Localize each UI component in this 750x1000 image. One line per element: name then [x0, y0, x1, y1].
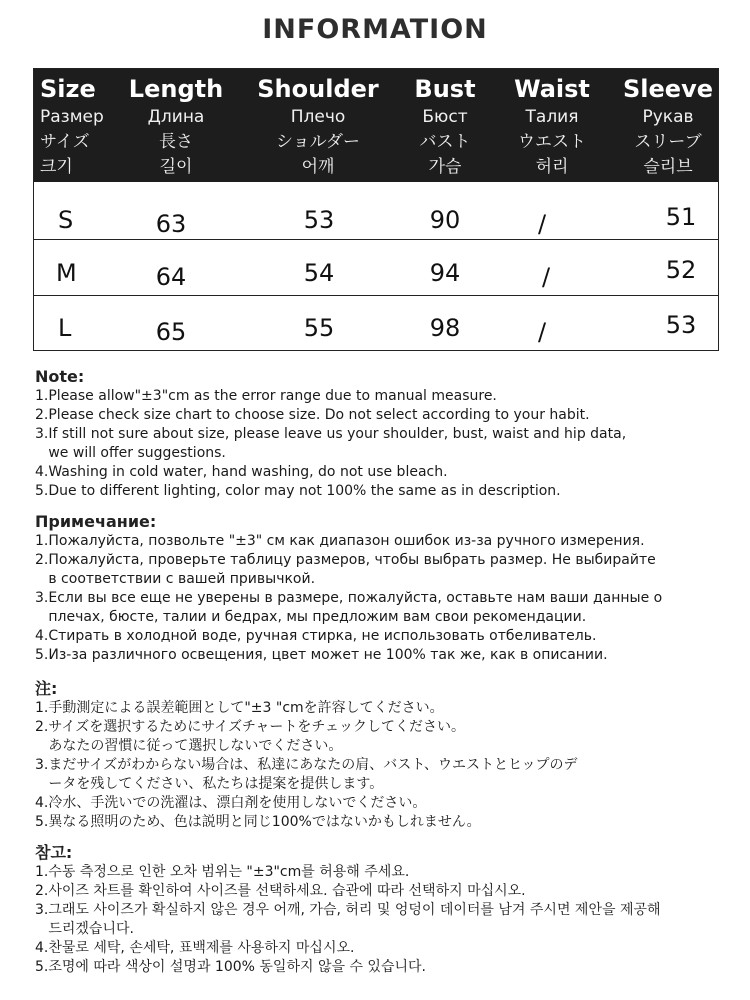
notes-russian — [35, 512, 735, 665]
note-line: 2.사이즈 차트를 확인하여 사이즈를 선택하세요. 습관에 따라 선택하지 마십시오. — [35, 883, 526, 899]
table-cell: 53 — [303, 206, 335, 234]
note-line: 3.If still not sure about size, please leave us your shoulder, bust, waist and hip data, — [35, 426, 627, 442]
table-cell: 53 — [665, 311, 697, 339]
note-line: we will offer suggestions. — [35, 445, 226, 461]
header-sleeve-ja: スリーブ — [634, 132, 702, 152]
header-size-en: Size — [40, 75, 96, 103]
note-line: 3.Если вы все еще не уверены в размере, пожалуйста, оставьте нам ваши данные о — [35, 590, 663, 606]
note-line: плечах, бюсте, талии и бедрах, мы предложим вам свои рекомендации. — [35, 609, 587, 625]
header-waist-ja: ウエスト — [518, 132, 586, 152]
table-header — [34, 69, 718, 182]
table-cell: 51 — [665, 203, 697, 231]
page-title: INFORMATION — [262, 14, 488, 45]
notes-korean — [35, 843, 735, 977]
note-line: あなたの習慣に従って選択しないでください。 — [35, 738, 343, 754]
table-row — [34, 301, 718, 356]
note-line: 1.手動測定による誤差範囲として"±3 "cmを許容してください。 — [35, 700, 444, 716]
table-cell: 98 — [429, 314, 461, 342]
table-cell: 90 — [429, 206, 461, 234]
table-cell: / — [541, 263, 551, 291]
header-shoulder-ja: ショルダー — [276, 132, 360, 152]
header-bust-en: Bust — [414, 75, 476, 103]
table-cell: 52 — [665, 256, 697, 284]
note-line: 1.수동 측정으로 인한 오차 범위는 "±3"cm를 허용해 주세요. — [35, 864, 410, 880]
note-line: 3.まだサイズがわからない場合は、私達にあなたの肩、バスト、ウエストとヒップのデ — [35, 757, 578, 773]
header-shoulder-en: Shoulder — [257, 75, 379, 103]
notes-heading: Note: — [35, 367, 85, 386]
header-bust — [400, 73, 490, 180]
table-cell: 94 — [429, 259, 461, 287]
header-waist — [500, 73, 604, 180]
row-divider — [34, 295, 718, 296]
header-size-ko: 크기 — [40, 157, 73, 177]
table-row — [34, 246, 718, 301]
table-cell: / — [537, 210, 547, 238]
note-line: 5.異なる照明のため、色は説明と同じ100%ではないかもしれません。 — [35, 814, 481, 830]
header-size — [40, 73, 130, 180]
header-size-ru: Размер — [40, 107, 104, 127]
note-line: 2.サイズを選択するためにサイズチャートをチェックしてください。 — [35, 719, 465, 735]
size-chart-table — [33, 68, 719, 351]
note-line: 2.Пожалуйста, проверьте таблицу размеров, чтобы выбрать размер. Не выбирайте — [35, 552, 656, 568]
table-cell: L — [58, 314, 72, 342]
note-line: 2.Please check size chart to choose size. Do not select according to your habit. — [35, 407, 590, 423]
table-cell: / — [537, 318, 547, 346]
notes-heading: Примечание: — [35, 512, 157, 531]
notes-heading: 참고: — [35, 843, 73, 862]
note-line: 1.Please allow"±3"cm as the error range due to manual measure. — [35, 388, 497, 404]
note-line: 5.조명에 따라 색상이 설명과 100% 동일하지 않을 수 있습니다. — [35, 959, 426, 975]
note-line: 3.그래도 사이즈가 확실하지 않은 경우 어깨, 가슴, 허리 및 엉덩이 데이터를 남겨 주시면 제안을 제공해 — [35, 902, 661, 918]
row-divider — [34, 239, 718, 240]
header-sleeve-ko: 슬리브 — [643, 157, 693, 177]
note-line: 5.Из-за различного освещения, цвет может не 100% так же, как в описании. — [35, 647, 608, 663]
header-length-ja: 長さ — [159, 132, 193, 152]
table-cell: 54 — [303, 259, 335, 287]
header-shoulder — [248, 73, 388, 180]
header-length-en: Length — [128, 75, 224, 103]
table-cell: 63 — [155, 210, 187, 238]
table-cell: 55 — [303, 314, 335, 342]
header-sleeve-en: Sleeve — [623, 75, 713, 103]
note-line: 4.Washing in cold water, hand washing, do not use bleach. — [35, 464, 448, 480]
notes-english — [35, 367, 735, 501]
note-line: 4.찬물로 세탁, 손세탁, 표백제를 사용하지 마십시오. — [35, 940, 355, 956]
table-cell: S — [58, 206, 74, 234]
notes-japanese — [35, 679, 735, 832]
note-line: 5.Due to different lighting, color may not 100% the same as in description. — [35, 483, 561, 499]
header-shoulder-ru: Плечо — [290, 107, 346, 127]
header-waist-ko: 허리 — [535, 157, 569, 177]
note-line: 4.Стирать в холодной воде, ручная стирка, не использовать отбеливатель. — [35, 628, 597, 644]
table-cell: M — [56, 259, 77, 287]
header-bust-ja: バスト — [419, 132, 471, 152]
header-length-ru: Длина — [147, 107, 205, 127]
note-line: 4.冷水、手洗いでの洗濯は、漂白剤を使用しないでください。 — [35, 795, 427, 811]
header-size-ja: サイズ — [40, 132, 90, 152]
notes-heading: 注: — [35, 679, 58, 698]
header-bust-ko: 가슴 — [428, 157, 462, 177]
header-waist-ru: Талия — [525, 107, 579, 127]
table-cell: 65 — [155, 318, 187, 346]
note-line: 1.Пожалуйста, позвольте "±3" см как диапазон ошибок из-за ручного измерения. — [35, 533, 645, 549]
header-length — [126, 73, 226, 180]
note-line: в соответствии с вашей привычкой. — [35, 571, 316, 587]
header-length-ko: 길이 — [159, 157, 193, 177]
note-line: 드리겠습니다. — [35, 921, 134, 937]
note-line: ータを残してください、私たちは提案を提供します。 — [35, 776, 384, 792]
header-sleeve — [616, 73, 720, 180]
table-cell: 64 — [155, 263, 187, 291]
header-waist-en: Waist — [514, 75, 590, 103]
header-shoulder-ko: 어깨 — [301, 157, 335, 177]
header-bust-ru: Бюст — [422, 107, 468, 127]
header-sleeve-ru: Рукав — [642, 107, 694, 127]
